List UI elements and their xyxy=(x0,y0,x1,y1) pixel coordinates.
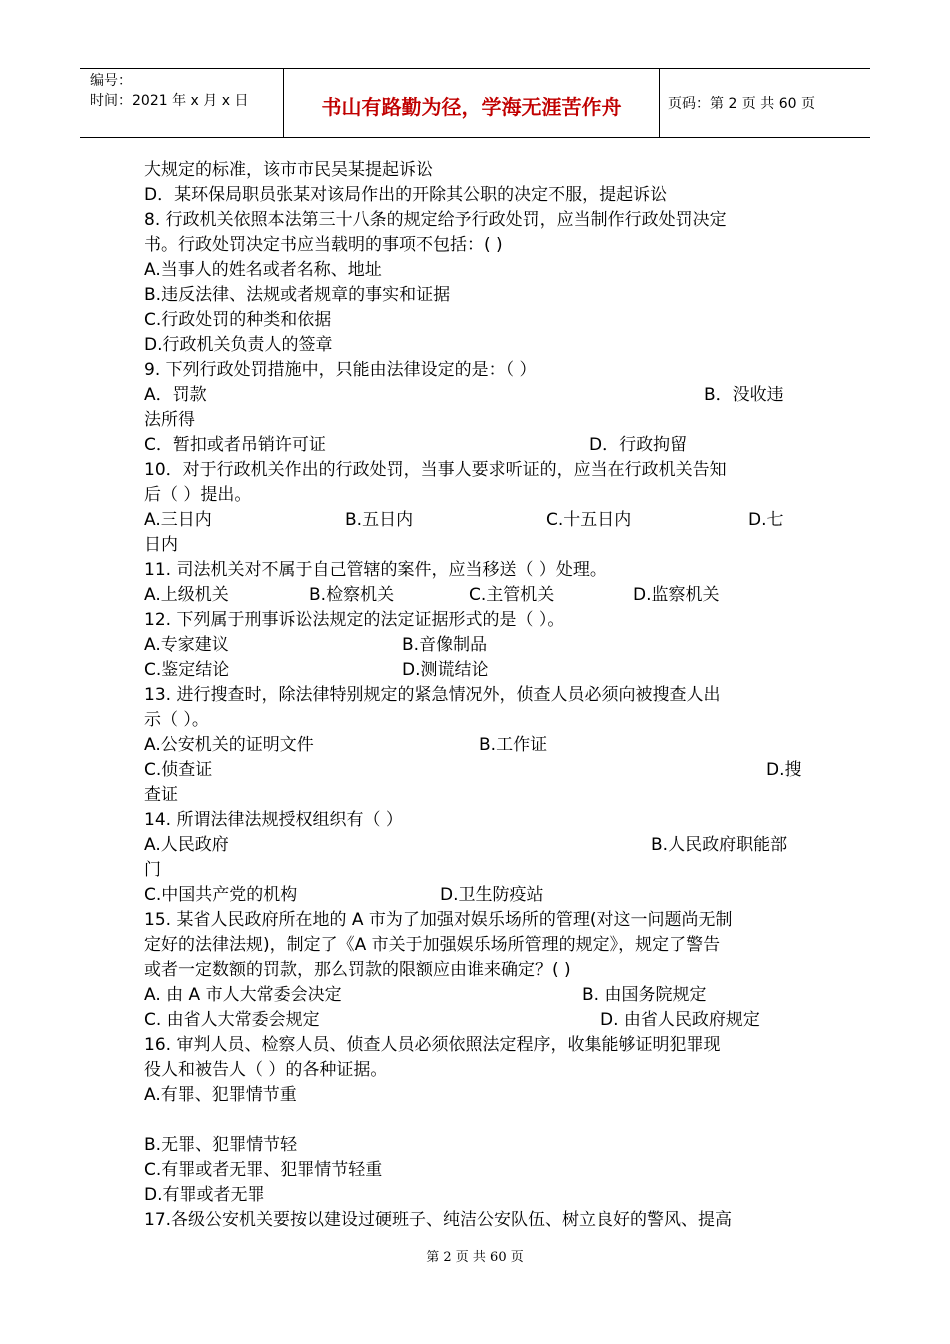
line-text: 书。行政处罚决定书应当载明的事项不包括：( ) xyxy=(144,235,503,255)
question-stem xyxy=(144,683,810,708)
text-line xyxy=(144,183,810,208)
option-d: D.七 xyxy=(748,510,784,530)
answer-option xyxy=(144,1183,810,1208)
page-body xyxy=(144,158,810,1233)
question-stem xyxy=(144,458,810,483)
option-c: C.侦查证 xyxy=(144,760,213,780)
option-b: B.人民政府职能部 xyxy=(651,835,788,855)
answer-option xyxy=(144,1133,810,1158)
question-stem xyxy=(144,558,810,583)
option-c: C.中国共产党的机构 xyxy=(144,885,298,905)
option-a: A.公安机关的证明文件 xyxy=(144,735,314,755)
line-text: 8. 行政机关依照本法第三十八条的规定给予行政处罚，应当制作行政处罚决定 xyxy=(144,210,727,230)
option-a: A.上级机关 xyxy=(144,585,229,605)
line-text: 役人和被告人（ ）的各种证据。 xyxy=(144,1060,388,1080)
line-text: 9. 下列行政处罚措施中，只能由法律设定的是：（ ） xyxy=(144,360,537,380)
option-a: A.专家建议 xyxy=(144,635,229,655)
option-c: C. 由省人大常委会规定 xyxy=(144,1010,320,1030)
answer-options-row xyxy=(144,583,810,608)
line-text: 15. 某省人民政府所在地的 A 市为了加强对娱乐场所的管理(对这一问题尚无制 xyxy=(144,910,733,930)
question-stem xyxy=(144,233,810,258)
answer-options-row xyxy=(144,633,810,658)
text-line xyxy=(144,158,810,183)
question-stem xyxy=(144,1058,810,1083)
document-number-label: 编号： xyxy=(90,73,132,89)
option-d: D.卫生防疫站 xyxy=(440,885,544,905)
option-b: B．没收违 xyxy=(704,385,784,405)
answer-options-row xyxy=(144,983,810,1008)
line-text: 法所得 xyxy=(144,410,195,430)
option-a: A. 由 A 市人大常委会决定 xyxy=(144,985,342,1005)
question-stem xyxy=(144,208,810,233)
answer-options-row xyxy=(144,508,810,533)
line-text: C.有罪或者无罪、犯罪情节轻重 xyxy=(144,1160,383,1180)
option-b: B.工作证 xyxy=(479,735,548,755)
header-motto-cell xyxy=(284,69,660,137)
option-d: D. 由省人民政府规定 xyxy=(600,1010,760,1030)
header-page-number: 页码：第 2 页 共 60 页 xyxy=(668,96,815,112)
option-d: D.监察机关 xyxy=(633,585,720,605)
question-stem xyxy=(144,908,810,933)
text-line xyxy=(144,858,810,883)
line-text: 12. 下列属于刑事诉讼法规定的法定证据形式的是（ ）。 xyxy=(144,610,565,630)
question-stem xyxy=(144,358,810,383)
page-header xyxy=(80,68,870,138)
answer-options-row xyxy=(144,883,810,908)
answer-options-row xyxy=(144,833,810,858)
answer-option xyxy=(144,1158,810,1183)
line-text: D.行政机关负责人的签章 xyxy=(144,335,333,355)
line-text: 后（ ）提出。 xyxy=(144,485,252,505)
line-text: 14. 所谓法律法规授权组织有（ ） xyxy=(144,810,403,830)
option-a: A．罚款 xyxy=(144,385,207,405)
blank-line xyxy=(144,1108,810,1133)
line-text: 日内 xyxy=(144,535,178,555)
answer-option xyxy=(144,1083,810,1108)
answer-options-row xyxy=(144,433,810,458)
question-stem xyxy=(144,808,810,833)
answer-option xyxy=(144,308,810,333)
option-d: D.搜 xyxy=(766,760,802,780)
line-text: 11. 司法机关对不属于自己管辖的案件，应当移送（ ）处理。 xyxy=(144,560,607,580)
text-line xyxy=(144,533,810,558)
line-text: 定好的法律法规)，制定了《A 市关于加强娱乐场所管理的规定》，规定了警告 xyxy=(144,935,721,955)
answer-options-row xyxy=(144,383,810,408)
option-a: A.三日内 xyxy=(144,510,212,530)
question-stem xyxy=(144,1208,810,1233)
line-text: 门 xyxy=(144,860,161,880)
line-text: 或者一定数额的罚款，那么罚款的限额应由谁来确定？( ) xyxy=(144,960,571,980)
option-b: B. 由国务院规定 xyxy=(582,985,707,1005)
header-meta-cell xyxy=(80,69,284,137)
question-stem xyxy=(144,608,810,633)
question-stem xyxy=(144,1033,810,1058)
option-d: D.测谎结论 xyxy=(402,660,489,680)
option-a: A.人民政府 xyxy=(144,835,229,855)
line-text: D.有罪或者无罪 xyxy=(144,1185,265,1205)
line-text: D．某环保局职员张某对该局作出的开除其公职的决定不服，提起诉讼 xyxy=(144,185,668,205)
question-stem xyxy=(144,958,810,983)
answer-options-row xyxy=(144,1008,810,1033)
answer-options-row xyxy=(144,658,810,683)
document-date-label: 时间：2021 年 x 月 x 日 xyxy=(90,93,249,109)
line-text: 大规定的标准，该市市民吴某提起诉讼 xyxy=(144,160,433,180)
line-text: 10．对于行政机关作出的行政处罚，当事人要求听证的，应当在行政机关告知 xyxy=(144,460,727,480)
answer-option xyxy=(144,333,810,358)
option-c: C.十五日内 xyxy=(546,510,632,530)
header-page-cell xyxy=(660,69,870,137)
question-stem xyxy=(144,483,810,508)
text-line xyxy=(144,408,810,433)
line-text: 查证 xyxy=(144,785,178,805)
header-motto: 书山有路勤为径，学海无涯苦作舟 xyxy=(321,95,622,119)
page-footer: 第 2 页 共 60 页 xyxy=(426,1250,524,1265)
line-text: B.违反法律、法规或者规章的事实和证据 xyxy=(144,285,451,305)
answer-option xyxy=(144,283,810,308)
line-text: B.无罪、犯罪情节轻 xyxy=(144,1135,298,1155)
line-text: C.行政处罚的种类和依据 xyxy=(144,310,332,330)
line-text: 13. 进行搜查时，除法律特别规定的紧急情况外，侦查人员必须向被搜查人出 xyxy=(144,685,721,705)
option-b: B.检察机关 xyxy=(309,585,395,605)
option-d: D．行政拘留 xyxy=(589,435,688,455)
option-c: C．暂扣或者吊销许可证 xyxy=(144,435,326,455)
answer-options-row xyxy=(144,758,810,783)
option-b: B.五日内 xyxy=(345,510,414,530)
line-text: A.有罪、犯罪情节重 xyxy=(144,1085,297,1105)
answer-options-row xyxy=(144,733,810,758)
line-text: 17.各级公安机关要按以建设过硬班子、纯洁公安队伍、树立良好的警风、提高 xyxy=(144,1210,733,1230)
question-stem xyxy=(144,708,810,733)
question-stem xyxy=(144,933,810,958)
option-c: C.主管机关 xyxy=(469,585,555,605)
answer-option xyxy=(144,258,810,283)
option-b: B.音像制品 xyxy=(402,635,488,655)
text-line xyxy=(144,783,810,808)
line-text: 示（ ）。 xyxy=(144,710,209,730)
line-text: A.当事人的姓名或者名称、地址 xyxy=(144,260,382,280)
option-c: C.鉴定结论 xyxy=(144,660,230,680)
line-text: 16. 审判人员、检察人员、侦查人员必须依照法定程序，收集能够证明犯罪现 xyxy=(144,1035,721,1055)
